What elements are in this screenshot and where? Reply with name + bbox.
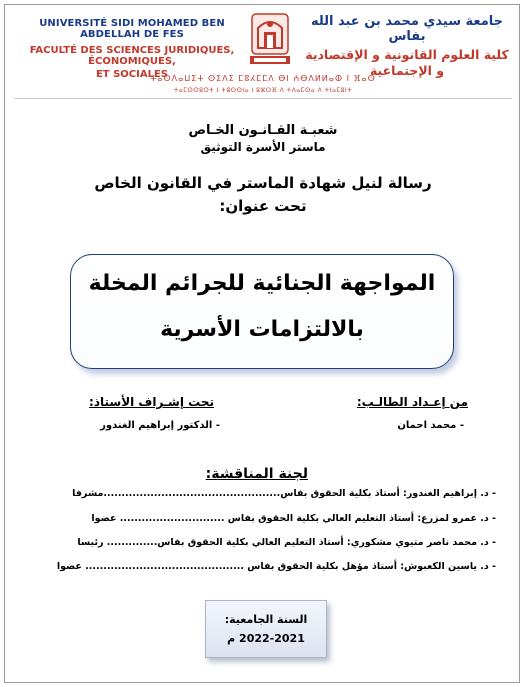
master-title: ماستر الأسرة التوثيق <box>200 140 326 154</box>
branch-title: شعبـة القـانـون الخـاص <box>188 123 338 138</box>
tifinagh-university: ⵜⴰⵙⴷⴰⵡⵉⵜ ⵙⵉⴷⵉ ⵎⵓⵃⵎⵎⴷ ⴱⵏ ⵄⴱⴷⵍⵍⴰⵀ ⵏ ⴼⴰⵙ <box>150 74 376 83</box>
university-name-ar: جامعة سيدي محمد بن عبد الله بفاس <box>310 14 504 44</box>
academic-year-label: السنة الجامعية: <box>224 613 308 626</box>
academic-year-box <box>205 600 327 658</box>
header-divider <box>14 98 512 99</box>
thesis-title-line-1: المواجهة الجنائية للجرائم المخلة <box>88 271 436 296</box>
faculty-name-ar-1: كلية العلوم القانونية و الإقتصادية <box>305 47 509 62</box>
supervisor-name: - الدكتور إبراهيم الغندور <box>100 420 220 431</box>
header-arabic <box>302 14 512 78</box>
university-logo <box>246 10 294 70</box>
thesis-purpose: رسالة لنيل شهادة الماستر في القانون الخاص <box>94 174 432 192</box>
university-name-fr: UNIVERSITÉ SIDI MOHAMED BEN ABDELLAH DE FES <box>39 18 225 40</box>
academic-year-value: 2022-2021 م <box>227 632 305 645</box>
faculty-name-ar-2: و الإجتماعية <box>369 63 445 78</box>
thesis-title-line-2: بالالتزامات الأسرية <box>160 317 364 342</box>
committee-member: - د. ياسين الكعبوش: أستاذ مؤهل بكلية الحقوق بفاس ............................................ عضوا <box>56 561 496 572</box>
under-title-label: تحت عنوان: <box>219 197 307 215</box>
supervisor-label: تحت إشـراف الأستاذ: <box>89 395 214 409</box>
committee-member: - د. محمد ناصر متيوي مشكوري: أستاذ التعليم العالي بكلية الحقوق بفاس.............. رئيسا <box>77 537 496 548</box>
tifinagh-faculty: ⵜⴰⵎⵙⵙⵓⵔⵜ ⵏ ⵜⵓⵙⵙⵏⴰ ⵏ ⵓⵣⵔⴼ ⴷ ⵜⴷⴰⵎⵙⴰ ⴷ ⵜⵏⴰⵎⵓⵏⵜ <box>173 87 353 94</box>
student-label: من إعـداد الطالـب: <box>356 395 468 409</box>
committee-title: لجنة المناقشة: <box>205 466 308 482</box>
faculty-name-fr-2: ET SOCIALES <box>95 69 169 80</box>
faculty-name-fr-1: FACULTÉ DES SCIENCES JURIDIQUES, ÉCONOMIQUES, <box>29 45 235 67</box>
thesis-title-box <box>70 254 454 369</box>
committee-member: - د. عمرو لمزرع: أستاذ التعليم العالي بكلية الحقوق بفاس ............................. عضوا <box>91 513 496 524</box>
committee-member: - د. إبراهيم الغندور: أستاذ بكلية الحقوق بفاس.................................................مشرفا <box>72 488 496 499</box>
student-name: - محمد احمان <box>397 420 464 431</box>
header-french <box>12 18 252 80</box>
